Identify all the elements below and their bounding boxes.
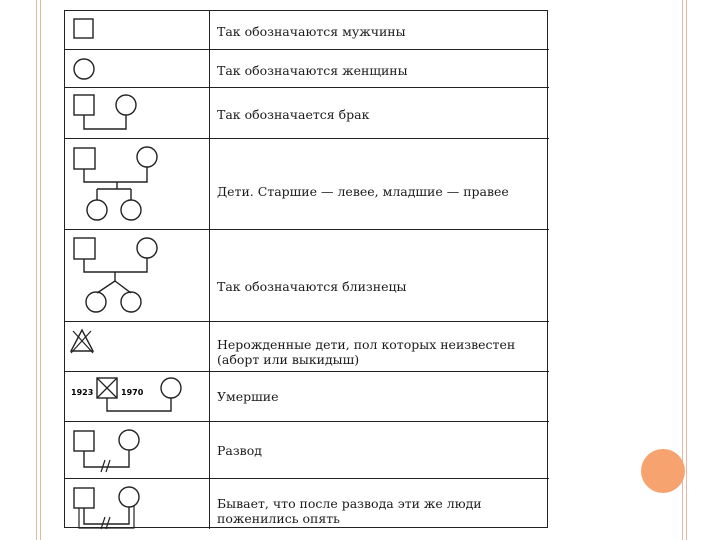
legend-text-marriage: Так обозначается брак <box>217 107 370 122</box>
legend-row-children <box>65 138 549 229</box>
legend-row-deceased <box>65 371 549 421</box>
marriage-symbol <box>65 88 209 138</box>
marriage-icon <box>65 88 209 139</box>
legend-text-twins: Так обозначаются близнецы <box>217 279 407 294</box>
legend-text-deceased: Умершие <box>217 389 279 404</box>
birth-year: 1923 <box>71 388 94 397</box>
divorce-symbol <box>65 422 209 478</box>
remarriage-icon <box>65 479 209 530</box>
legend-row-male <box>65 11 549 49</box>
deceased-symbol <box>65 372 209 421</box>
twins-icon <box>65 230 209 322</box>
slide-frame-left <box>36 0 41 540</box>
pedigree-legend-table <box>64 10 548 528</box>
legend-text-divorce: Развод <box>217 443 262 458</box>
legend-row-remarriage <box>65 478 549 529</box>
legend-text-stillborn: Нерожденные дети, пол которых неизвестен (аборт или выкидыш) <box>217 337 516 367</box>
legend-row-twins <box>65 229 549 321</box>
legend-text-female: Так обозначаются женщины <box>217 63 408 78</box>
legend-row-divorce <box>65 421 549 478</box>
legend-text-remarriage: Бывает, что после развода эти же люди поженились опять <box>217 496 482 526</box>
circle-female-icon <box>65 50 209 88</box>
slide-frame-right <box>682 0 687 540</box>
divorce-icon <box>65 422 209 479</box>
remarriage-symbol <box>65 479 209 529</box>
children-icon <box>65 139 209 230</box>
legend-row-marriage <box>65 87 549 138</box>
deceased-icon <box>65 372 209 422</box>
legend-row-female <box>65 49 549 87</box>
legend-text-male: Так обозначаются мужчины <box>217 24 406 39</box>
stillborn-triangle-icon <box>65 322 209 372</box>
twins-symbol <box>65 230 209 321</box>
male-symbol <box>65 11 209 49</box>
children-symbol <box>65 139 209 229</box>
female-symbol <box>65 50 209 87</box>
legend-row-stillborn <box>65 321 549 371</box>
decorative-orange-circle <box>641 449 685 493</box>
legend-text-children: Дети. Старшие — левее, младшие — правее <box>217 184 509 199</box>
death-year: 1970 <box>121 388 144 397</box>
stillborn-symbol <box>65 322 209 371</box>
square-male-icon <box>65 11 209 49</box>
